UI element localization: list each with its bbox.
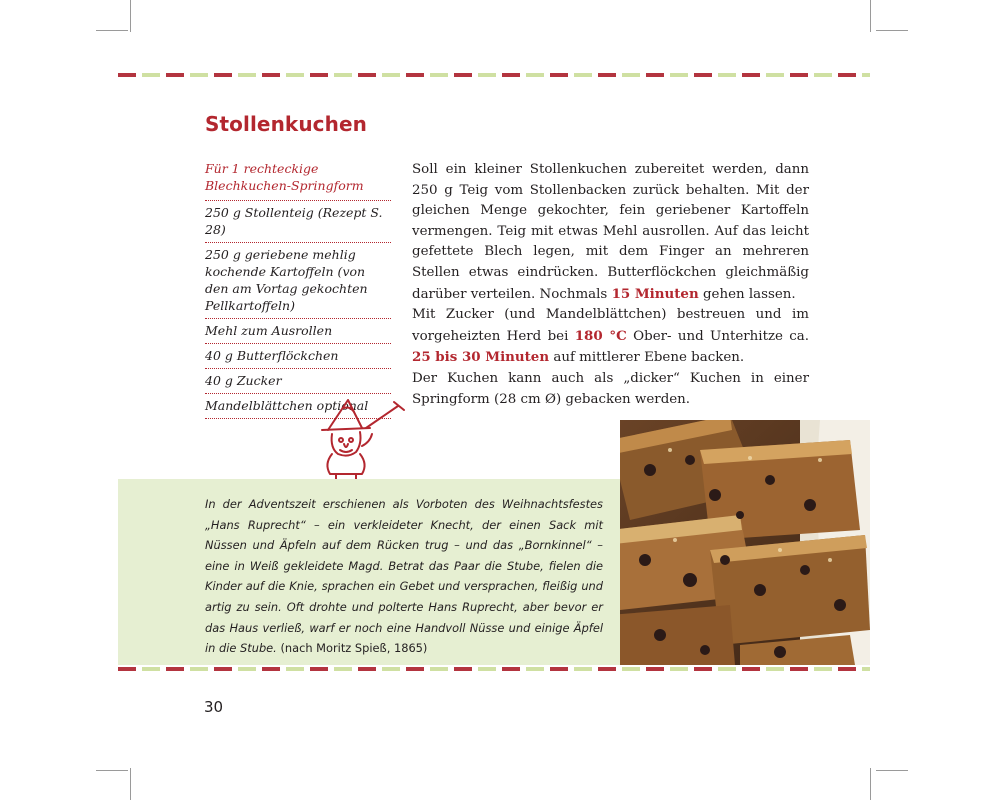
crop-mark bbox=[876, 30, 908, 31]
instruction-text: Soll ein kleiner Stollenkuchen zubereitet werden, dann 250 g Teig vom Stollenbacken zurück behalten. Mit der gleichen Menge gekochter, fein geriebener Kartoffeln vermengen. Teig mit etwas Mehl ausrollen. Auf das leicht gefettete Blech legen, mit dem Finger an mehreren Stellen etwas eindrücken. Butterflöckchen gleichmäßig darüber verteilen. Nochmals bbox=[412, 162, 809, 302]
recipe-instructions bbox=[412, 160, 809, 410]
decorative-border-top bbox=[118, 73, 870, 77]
ingredient-list bbox=[205, 160, 391, 419]
crop-mark bbox=[96, 30, 128, 31]
instruction-paragraph bbox=[412, 305, 809, 369]
historical-note bbox=[205, 494, 603, 659]
decorative-border-bottom bbox=[118, 667, 870, 671]
recipe-title: Stollenkuchen bbox=[205, 112, 367, 136]
crop-mark bbox=[870, 768, 871, 800]
instruction-paragraph bbox=[412, 160, 809, 305]
page-number: 30 bbox=[204, 698, 224, 716]
cake-photo bbox=[620, 420, 870, 665]
highlight-time: 15 Minuten bbox=[611, 285, 699, 302]
crop-mark bbox=[870, 0, 871, 32]
crop-mark bbox=[876, 770, 908, 771]
baker-figure-icon bbox=[314, 398, 410, 482]
note-text: In der Adventszeit erschienen als Vorboten des Weihnachtsfestes „Hans Ruprecht“ – ein verkleideter Knecht, der einen Sack mit Nüssen und Äpfeln auf dem Rücken trug – und das „Bornkinnel“ – eine in Weiß gekleidete Magd. Betrat das Paar die Stube, fielen die Kinder auf die Knie, sprachen ein Gebet und versprachen, fleißig und artig zu sein. Oft drohte und polterte Hans Ruprecht, aber bevor er das Haus verließ, warf er noch eine Handvoll Nüsse und einige Äpfel in die Stube. bbox=[205, 497, 603, 656]
instruction-text: gehen lassen. bbox=[698, 286, 796, 302]
instruction-text: auf mittlerer Ebene backen. bbox=[549, 350, 745, 366]
instruction-paragraph: Der Kuchen kann auch als „dicker“ Kuchen in einer Springform (28 cm Ø) gebacken werden. bbox=[412, 370, 809, 407]
note-source: (nach Moritz Spieß, 1865) bbox=[280, 641, 428, 656]
ingredient-item: Mehl zum Ausrollen bbox=[205, 319, 391, 344]
instruction-text: Ober- und Unterhitze ca. bbox=[626, 328, 810, 344]
ingredient-item: 40 g Butterflöckchen bbox=[205, 344, 391, 369]
ingredient-item: 40 g Zucker bbox=[205, 369, 391, 394]
highlight-temperature: 180 °C bbox=[574, 327, 627, 344]
ingredient-item: 250 g Stollenteig (Rezept S. 28) bbox=[205, 201, 391, 243]
ingredient-item: Mandelblättchen optional bbox=[205, 394, 391, 419]
highlight-time: 25 bis 30 Minuten bbox=[412, 349, 550, 366]
crop-mark bbox=[96, 770, 128, 771]
ingredient-item: 250 g geriebene mehlig kochende Kartoffeln (von den am Vortag gekochten Pellkartoffeln) bbox=[205, 243, 391, 319]
instruction-text: Mit Zucker (und Mandelblättchen) bestreuen und im vorgeheizten Herd bei bbox=[412, 307, 809, 344]
crop-mark bbox=[130, 768, 131, 800]
crop-mark bbox=[130, 0, 131, 32]
ingredients-heading: Für 1 rechteckige Blechkuchen-Springform bbox=[205, 160, 391, 201]
